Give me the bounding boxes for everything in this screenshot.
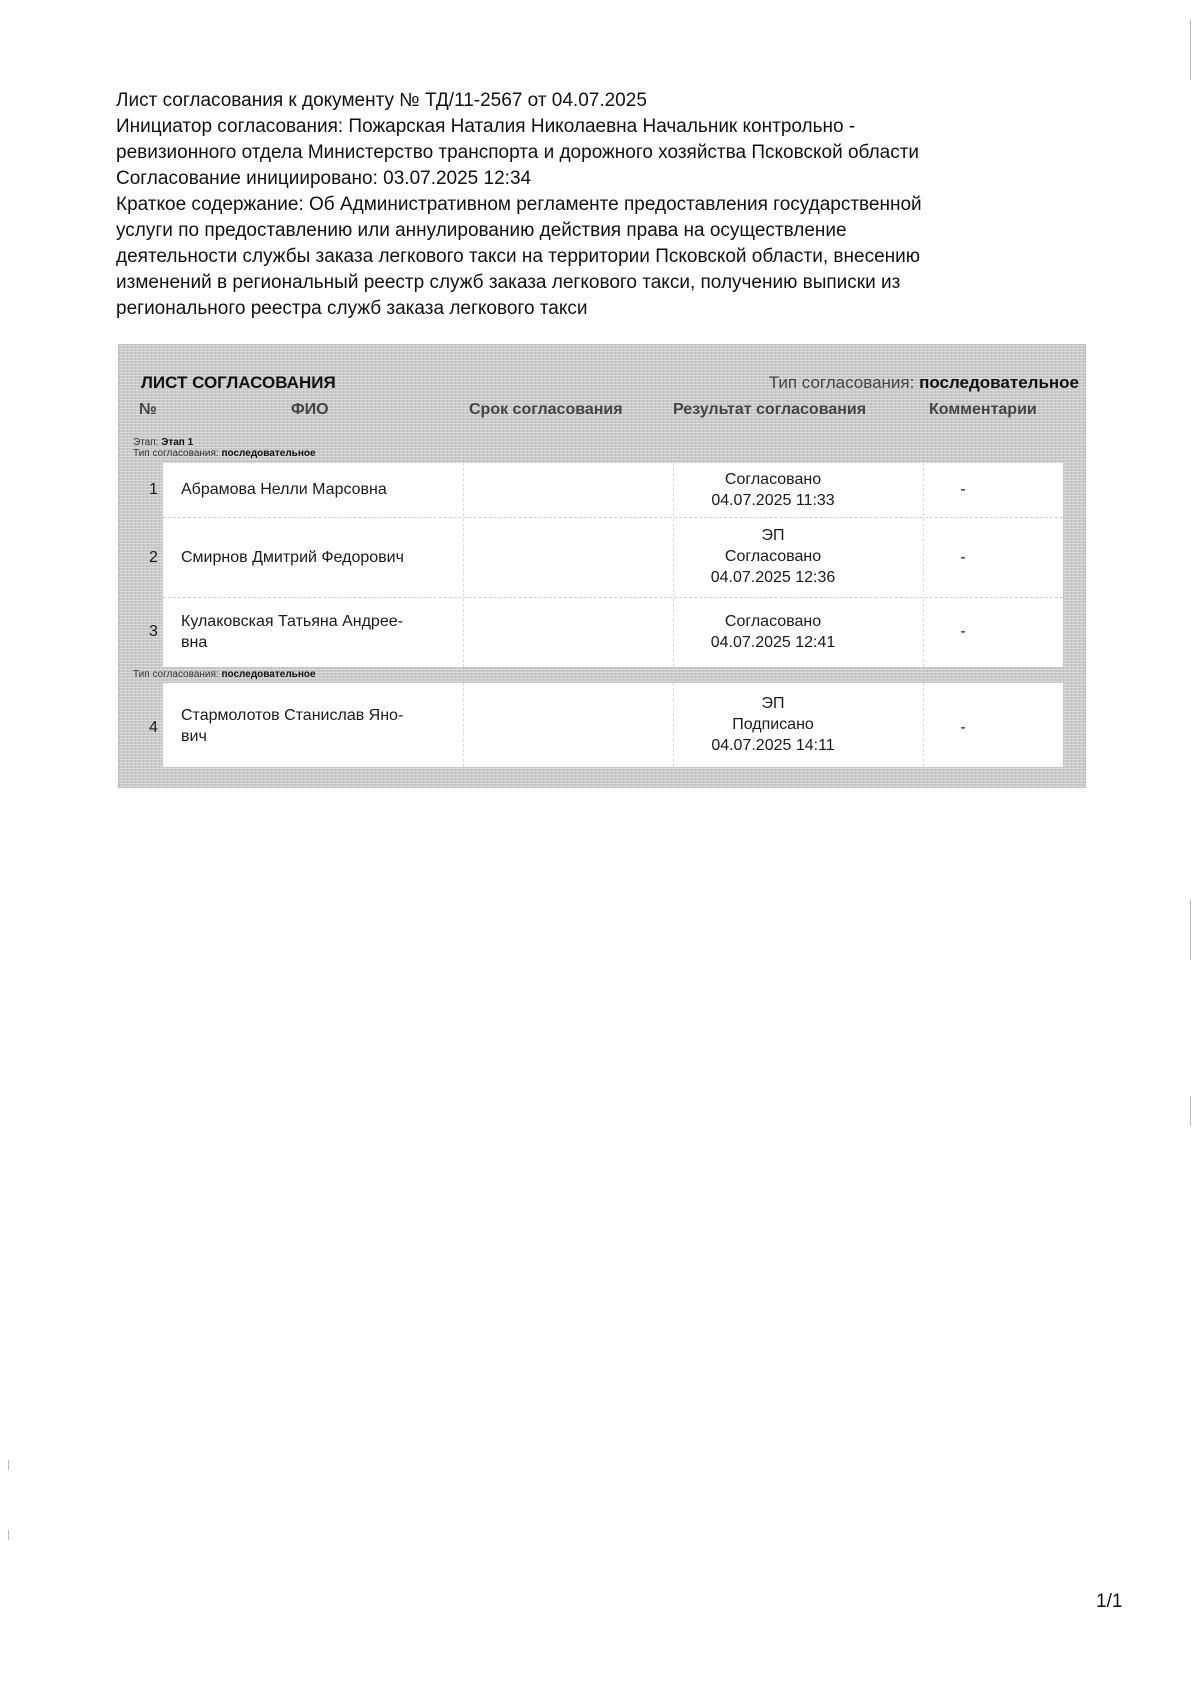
row-fio: Смирнов Дмитрий Федорович <box>181 549 404 566</box>
summary-line-4: изменений в региональный реестр служб заказа легкового такси, получению выписки из <box>116 272 901 293</box>
column-header-fio: ФИО <box>291 401 329 418</box>
column-header-deadline: Срок согласования <box>469 401 623 418</box>
sheet-type-label: Тип согласования: <box>768 373 915 392</box>
row-comment: - <box>960 481 966 498</box>
row-result <box>683 469 863 511</box>
table-row <box>149 463 1063 518</box>
row-fio <box>181 611 431 653</box>
scan-edge-mark <box>8 1530 9 1540</box>
row-result <box>683 525 863 588</box>
row-fio <box>181 705 431 747</box>
scan-edge-mark <box>1190 20 1191 80</box>
column-header-comments: Комментарии <box>929 401 1037 418</box>
row-result <box>683 693 863 756</box>
document-reference: Лист согласования к документу № ТД/11-2567 от 04.07.2025 <box>116 90 647 111</box>
table-row <box>149 683 1063 767</box>
scan-edge-mark <box>8 1460 9 1470</box>
summary-line-2: услуги по предоставлению или аннулированию действия права на осуществление <box>116 220 847 241</box>
row-comment: - <box>960 623 966 640</box>
column-header-result: Результат согласования <box>673 401 867 418</box>
stage-type-value: последовательное <box>221 669 316 680</box>
row-number: 1 <box>149 481 158 498</box>
document-header <box>116 88 1076 322</box>
row-comment: - <box>960 719 966 736</box>
page-number: 1/1 <box>1096 1591 1123 1612</box>
table-row <box>149 517 1063 598</box>
fio-line: Стармолотов Станислав Яно- <box>181 707 404 724</box>
column-header-num: № <box>139 401 157 418</box>
stage-label-text: Этап: <box>133 437 159 448</box>
result-line: Подписано <box>732 716 814 733</box>
initiator-line-2: ревизионного отдела Министерство транспорта и дорожного хозяйства Псковской области <box>116 142 920 163</box>
result-line: 04.07.2025 14:11 <box>711 737 835 754</box>
stage-type-value: последовательное <box>221 448 316 459</box>
row-number: 2 <box>149 549 158 566</box>
sheet-approval-type <box>769 373 1079 393</box>
stage-1-rows <box>149 463 1063 667</box>
approval-sheet <box>118 344 1086 788</box>
result-line: Согласовано <box>724 548 822 565</box>
summary-line-5: регионального реестра служб заказа легкового такси <box>116 298 588 319</box>
result-line: 04.07.2025 11:33 <box>711 492 835 509</box>
result-line: ЭП <box>761 695 785 712</box>
row-number: 3 <box>149 623 158 640</box>
fio-line: Кулаковская Татьяна Андрее- <box>181 613 403 630</box>
initiator-line-1: Инициатор согласования: Пожарская Наталия Николаевна Начальник контрольно - <box>116 116 856 137</box>
result-line: ЭП <box>761 527 785 544</box>
summary-line-1: Краткое содержание: Об Административном регламенте предоставления государственной <box>116 194 922 215</box>
fio-line: вна <box>181 634 208 651</box>
row-comment: - <box>960 549 966 566</box>
sheet-type-value: последовательное <box>919 373 1079 392</box>
result-line: 04.07.2025 12:36 <box>710 569 836 586</box>
scan-edge-mark <box>1190 900 1191 960</box>
fio-line: вич <box>181 728 207 745</box>
initiated-date: Согласование инициировано: 03.07.2025 12:34 <box>116 168 532 189</box>
row-result <box>683 611 863 653</box>
summary-line-3: деятельности службы заказа легкового такси на территории Псковской области, внесению <box>116 246 921 267</box>
stage-2-label <box>133 669 316 680</box>
stage-type-label: Тип согласования: <box>133 448 219 459</box>
result-line: Согласовано <box>724 471 822 488</box>
result-line: 04.07.2025 12:41 <box>710 634 836 651</box>
sheet-title: ЛИСТ СОГЛАСОВАНИЯ <box>141 373 336 392</box>
scan-edge-mark <box>1190 1096 1191 1126</box>
row-fio: Абрамова Нелли Марсовна <box>181 481 387 498</box>
stage-2-rows <box>149 683 1063 767</box>
stage-1-label <box>133 437 316 459</box>
row-number: 4 <box>149 719 158 736</box>
table-row <box>149 597 1063 665</box>
stage-value: Этап 1 <box>161 437 194 448</box>
stage-type-label: Тип согласования: <box>133 669 219 680</box>
result-line: Согласовано <box>724 613 822 630</box>
